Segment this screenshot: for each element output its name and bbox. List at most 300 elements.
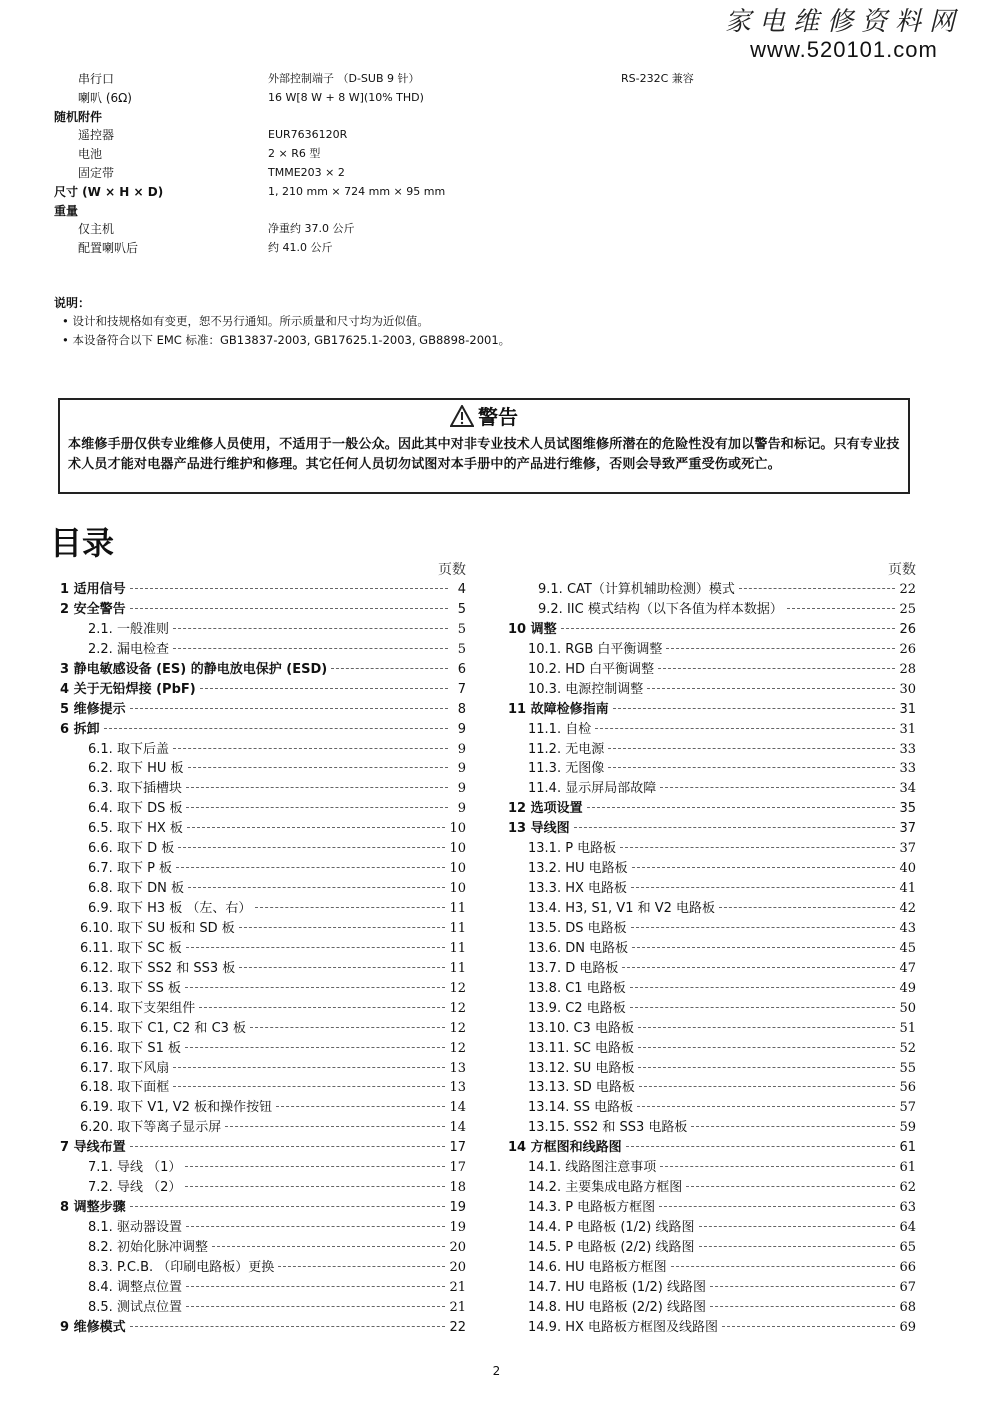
spec-label: 电池 bbox=[78, 147, 103, 162]
spec-value: 约 41.0 公斤 bbox=[268, 241, 333, 255]
toc-entry-title[interactable]: 6.9. 取下 H3 板 （左、右） bbox=[88, 901, 252, 916]
spec-table bbox=[54, 70, 754, 258]
toc-entry-title[interactable]: 13.7. D 电路板 bbox=[528, 960, 619, 976]
toc-entry-page[interactable]: 52 bbox=[899, 1040, 916, 1056]
toc-entry-title[interactable]: 6.19. 取下 V1, V2 板和操作按钮 bbox=[80, 1100, 273, 1116]
toc-entry-page[interactable]: 19 bbox=[449, 1220, 466, 1235]
dot-leader bbox=[200, 688, 448, 689]
toc-entry[interactable] bbox=[508, 939, 916, 959]
dot-leader bbox=[638, 1047, 896, 1048]
spec-label: 配置喇叭后 bbox=[78, 241, 139, 256]
toc-entry-page[interactable]: 13 bbox=[449, 1060, 466, 1076]
toc-entry[interactable] bbox=[60, 1039, 466, 1059]
watermark-title: 家电维修资料网 bbox=[724, 7, 963, 37]
toc-entry-page[interactable]: 20 bbox=[449, 1239, 466, 1255]
toc-entry-page[interactable]: 63 bbox=[899, 1200, 916, 1216]
toc-entry[interactable] bbox=[60, 700, 466, 720]
toc-entry-page[interactable]: 61 bbox=[899, 1140, 916, 1156]
toc-entry[interactable] bbox=[508, 1258, 916, 1278]
toc-entry[interactable] bbox=[508, 1218, 916, 1238]
dot-leader bbox=[186, 787, 448, 788]
toc-entry[interactable] bbox=[508, 1278, 916, 1298]
dot-leader bbox=[739, 588, 896, 589]
toc-entry[interactable] bbox=[508, 799, 916, 819]
toc-entry[interactable] bbox=[508, 1158, 916, 1178]
toc-entry-title[interactable]: 11.1. 自检 bbox=[528, 721, 592, 737]
toc-entry-page[interactable]: 49 bbox=[899, 980, 916, 996]
toc-entry[interactable] bbox=[60, 1238, 466, 1258]
toc-entry-title[interactable]: 13.2. HU 电路板 bbox=[528, 861, 628, 877]
toc-entry-title[interactable]: 10.1. RGB 白平衡调整 bbox=[528, 641, 663, 657]
toc-entry-page[interactable]: 50 bbox=[899, 1000, 916, 1016]
toc-entry-title[interactable]: 7 导线布置 bbox=[60, 1140, 126, 1156]
toc-entry-title[interactable]: 7.1. 导线 （1） bbox=[88, 1160, 182, 1176]
toc-entry[interactable] bbox=[508, 999, 916, 1019]
toc-entry-title[interactable]: 6.16. 取下 S1 板 bbox=[80, 1040, 181, 1056]
spec-note: RS-232C 兼容 bbox=[621, 72, 694, 85]
toc-entry-page[interactable]: 21 bbox=[449, 1299, 466, 1315]
dot-leader bbox=[620, 847, 895, 848]
toc-entry[interactable] bbox=[508, 1318, 916, 1338]
toc-entry-page[interactable]: 9 bbox=[457, 781, 466, 797]
toc-entry-title[interactable]: 13.10. C3 电路板 bbox=[528, 1020, 634, 1036]
toc-entry-title[interactable]: 14.5. P 电路板 (2/2) 线路图 bbox=[528, 1239, 695, 1255]
toc-entry[interactable] bbox=[60, 979, 466, 999]
toc-entry-page[interactable]: 9 bbox=[457, 801, 466, 817]
toc-entry-title[interactable]: 14.7. HU 电路板 (1/2) 线路图 bbox=[528, 1279, 706, 1295]
toc-entry-title[interactable]: 8.5. 测试点位置 bbox=[88, 1299, 182, 1315]
toc-entry[interactable] bbox=[60, 1318, 466, 1338]
spec-value: 2 × R6 型 bbox=[268, 147, 321, 161]
spec-label: 串行口 bbox=[78, 72, 115, 86]
toc-entry-page[interactable]: 10 bbox=[449, 821, 466, 837]
toc-entry-page[interactable]: 14 bbox=[449, 1120, 466, 1136]
toc-entry-page[interactable]: 6 bbox=[457, 661, 466, 677]
toc-entry-page[interactable]: 9 bbox=[457, 761, 466, 777]
toc-entry-title[interactable]: 6.12. 取下 SS2 和 SS3 板 bbox=[80, 960, 236, 976]
toc-entry[interactable] bbox=[60, 660, 466, 680]
toc-entry-title[interactable]: 13.6. DN 电路板 bbox=[528, 940, 629, 956]
dot-leader bbox=[630, 1007, 896, 1008]
spec-value: 净重约 37.0 公斤 bbox=[268, 222, 355, 236]
spec-value: 16 W[8 W + 8 W](10% THD) bbox=[268, 90, 424, 104]
dot-leader bbox=[608, 767, 895, 768]
toc-entry-page[interactable]: 11 bbox=[449, 940, 466, 956]
toc-entry-title[interactable]: 13.4. H3, S1, V1 和 V2 电路板 bbox=[528, 901, 716, 916]
toc-entry-page[interactable]: 66 bbox=[899, 1259, 916, 1275]
toc-entry-title[interactable]: 6 拆卸 bbox=[60, 721, 100, 737]
dot-leader bbox=[608, 748, 895, 749]
toc-entry-page[interactable]: 42 bbox=[899, 901, 916, 916]
toc-entry[interactable] bbox=[60, 1218, 466, 1238]
toc-entry-page[interactable]: 31 bbox=[899, 701, 916, 717]
toc-entry-title[interactable]: 7.2. 导线 （2） bbox=[88, 1180, 182, 1196]
toc-entry-title[interactable]: 6.10. 取下 SU 板和 SD 板 bbox=[80, 920, 235, 936]
toc-entry-title[interactable]: 6.6. 取下 D 板 bbox=[88, 841, 175, 857]
spec-row bbox=[54, 145, 754, 164]
toc-entry-title[interactable]: 9.2. IIC 模式结构（以下各值为样本数据） bbox=[538, 601, 783, 617]
toc-entry-title[interactable]: 9.1. CAT（计算机辅助检测）模式 bbox=[538, 582, 735, 597]
dot-leader bbox=[178, 847, 445, 848]
toc-entry-title[interactable]: 2 安全警告 bbox=[60, 601, 126, 617]
dot-leader bbox=[622, 967, 895, 968]
toc-entry[interactable] bbox=[508, 759, 916, 779]
dot-leader bbox=[637, 1106, 895, 1107]
toc-entry-title[interactable]: 14.9. HX 电路板方框图及线路图 bbox=[528, 1319, 719, 1335]
toc-entry[interactable] bbox=[508, 600, 916, 620]
dot-leader bbox=[660, 787, 895, 788]
toc-entry-title[interactable]: 13.11. SC 电路板 bbox=[528, 1040, 634, 1056]
toc-entry-title[interactable]: 6.7. 取下 P 板 bbox=[88, 861, 173, 877]
toc-entry-title[interactable]: 13.8. C1 电路板 bbox=[528, 980, 626, 996]
toc-entry-page[interactable]: 17 bbox=[449, 1140, 466, 1156]
toc-entry[interactable] bbox=[508, 720, 916, 740]
toc-entry[interactable] bbox=[508, 899, 916, 919]
toc-entry-page[interactable]: 59 bbox=[899, 1120, 916, 1136]
toc-entry[interactable] bbox=[508, 819, 916, 839]
toc-entry-page[interactable]: 8 bbox=[457, 701, 466, 717]
toc-entry-page[interactable]: 67 bbox=[899, 1279, 916, 1295]
toc-entry-page[interactable]: 10 bbox=[449, 861, 466, 877]
toc-entry[interactable] bbox=[508, 660, 916, 680]
toc-entry-page[interactable]: 19 bbox=[449, 1200, 466, 1216]
toc-entry-title[interactable]: 6.3. 取下插槽块 bbox=[88, 781, 182, 797]
toc-entry-page[interactable]: 5 bbox=[457, 641, 466, 657]
toc-entry-page[interactable]: 5 bbox=[457, 621, 466, 637]
toc-entry[interactable] bbox=[508, 1138, 916, 1158]
toc-entry-page[interactable]: 26 bbox=[899, 621, 916, 637]
toc-entry-page[interactable]: 26 bbox=[899, 641, 916, 657]
toc-entry[interactable] bbox=[60, 799, 466, 819]
toc-entry[interactable] bbox=[508, 979, 916, 999]
toc-entry-title[interactable]: 10 调整 bbox=[508, 621, 557, 637]
toc-entry-page[interactable]: 25 bbox=[899, 601, 916, 617]
toc-entry-page[interactable]: 56 bbox=[899, 1080, 916, 1096]
dot-leader bbox=[187, 827, 446, 828]
toc-entry-page[interactable]: 41 bbox=[899, 881, 916, 897]
toc-entry-title[interactable]: 13.9. C2 电路板 bbox=[528, 1000, 626, 1016]
toc-entry-page[interactable]: 47 bbox=[899, 960, 916, 976]
toc-entry-page[interactable]: 11 bbox=[449, 920, 466, 936]
toc-entry[interactable] bbox=[60, 939, 466, 959]
spec-value: 1, 210 mm × 724 mm × 95 mm bbox=[268, 184, 446, 198]
toc-entry-page[interactable]: 10 bbox=[449, 841, 466, 857]
toc-entry-title[interactable]: 13.14. SS 电路板 bbox=[528, 1100, 634, 1116]
toc-entry[interactable] bbox=[508, 620, 916, 640]
toc-entry-title[interactable]: 6.13. 取下 SS 板 bbox=[80, 980, 181, 996]
toc-entry-page[interactable]: 65 bbox=[899, 1239, 916, 1255]
toc-entry-title[interactable]: 12 选项设置 bbox=[508, 801, 583, 817]
toc-entry[interactable] bbox=[60, 1298, 466, 1318]
dot-leader bbox=[130, 1326, 446, 1327]
toc-entry[interactable] bbox=[60, 859, 466, 879]
toc-entry[interactable] bbox=[60, 1198, 466, 1218]
toc-entry[interactable] bbox=[508, 1118, 916, 1138]
spec-label: 固定带 bbox=[78, 165, 115, 180]
dot-leader bbox=[666, 648, 895, 649]
toc-entry-title[interactable]: 8.2. 初始化脉冲调整 bbox=[88, 1239, 208, 1255]
dot-leader bbox=[130, 1146, 446, 1147]
toc-entry[interactable] bbox=[60, 620, 466, 640]
dot-leader bbox=[239, 967, 445, 968]
toc-entry-title[interactable]: 3 静电敏感设备 (ES) 的静电放电保护 (ESD) bbox=[60, 661, 328, 677]
toc-entry[interactable] bbox=[60, 879, 466, 899]
toc-entry[interactable] bbox=[60, 740, 466, 760]
toc-entry-title[interactable]: 14 方框图和线路图 bbox=[508, 1140, 622, 1156]
toc-entry-title[interactable]: 13.5. DS 电路板 bbox=[528, 920, 627, 936]
toc-entry[interactable] bbox=[60, 1118, 466, 1138]
toc-entry-page[interactable]: 9 bbox=[457, 721, 466, 737]
toc-entry-title[interactable]: 13 导线图 bbox=[508, 821, 570, 837]
dot-leader bbox=[630, 987, 896, 988]
toc-entry-title[interactable]: 8.1. 驱动器设置 bbox=[88, 1220, 182, 1235]
toc-entry-page[interactable]: 12 bbox=[449, 1000, 466, 1016]
spec-value: 外部控制端子 （D-SUB 9 针） bbox=[268, 72, 420, 85]
toc-list-right bbox=[508, 580, 916, 1338]
spec-row bbox=[54, 126, 754, 145]
toc-entry[interactable] bbox=[508, 680, 916, 700]
toc-entry-page[interactable]: 13 bbox=[449, 1080, 466, 1096]
dot-leader bbox=[186, 1286, 446, 1287]
toc-entry-title[interactable]: 14.1. 线路图注意事项 bbox=[528, 1160, 657, 1176]
toc-entry-page[interactable]: 18 bbox=[449, 1180, 466, 1196]
toc-entry-page[interactable]: 37 bbox=[899, 841, 916, 857]
toc-entry[interactable] bbox=[508, 779, 916, 799]
toc-entry[interactable] bbox=[60, 959, 466, 979]
dot-leader bbox=[186, 1306, 446, 1307]
notes-section bbox=[54, 294, 510, 350]
toc-entry-title[interactable]: 6.1. 取下后盖 bbox=[88, 741, 169, 757]
toc-entry-page[interactable]: 57 bbox=[899, 1100, 916, 1116]
toc-column-left bbox=[60, 560, 466, 1338]
toc-entry-page[interactable]: 68 bbox=[899, 1299, 916, 1315]
dot-leader bbox=[587, 807, 896, 808]
toc-entry-title[interactable]: 2.1. 一般准则 bbox=[88, 621, 169, 637]
toc-entry-page[interactable]: 34 bbox=[899, 781, 916, 797]
toc-entry[interactable] bbox=[60, 1138, 466, 1158]
toc-entry-page[interactable]: 45 bbox=[899, 940, 916, 956]
spec-label: 仅主机 bbox=[78, 222, 115, 237]
toc-entry[interactable] bbox=[508, 1019, 916, 1039]
toc-entry[interactable] bbox=[508, 859, 916, 879]
toc-entry[interactable] bbox=[60, 640, 466, 660]
toc-entry-title[interactable]: 10.3. 电源控制调整 bbox=[528, 681, 644, 697]
dot-leader bbox=[691, 1126, 895, 1127]
toc-entry-title[interactable]: 4 关于无铅焊接 (PbF) bbox=[60, 681, 196, 697]
dot-leader bbox=[631, 927, 896, 928]
toc-entry-page[interactable]: 33 bbox=[899, 741, 916, 757]
toc-entry-page[interactable]: 22 bbox=[899, 582, 916, 597]
dot-leader bbox=[658, 668, 895, 669]
toc-entry-title[interactable]: 11.3. 无图像 bbox=[528, 761, 605, 777]
toc-entry-page[interactable]: 17 bbox=[449, 1160, 466, 1176]
toc-entry-page[interactable]: 9 bbox=[457, 741, 466, 757]
toc-entry-page[interactable]: 69 bbox=[899, 1319, 916, 1335]
toc-entry-title[interactable]: 10.2. HD 白平衡调整 bbox=[528, 661, 655, 677]
toc-entry-title[interactable]: 9 维修模式 bbox=[60, 1319, 126, 1335]
toc-entry[interactable] bbox=[60, 899, 466, 919]
toc-entry-title[interactable]: 11 故障检修指南 bbox=[508, 701, 609, 717]
pages-label: 页数 bbox=[888, 562, 916, 578]
toc-entry-title[interactable]: 6.18. 取下面框 bbox=[80, 1080, 170, 1096]
toc-entry-page[interactable]: 28 bbox=[899, 661, 916, 677]
toc-entry[interactable] bbox=[508, 959, 916, 979]
toc-entry-title[interactable]: 14.8. HU 电路板 (2/2) 线路图 bbox=[528, 1299, 706, 1315]
toc-entry-page[interactable]: 61 bbox=[899, 1160, 916, 1176]
spec-value: TMME203 × 2 bbox=[268, 165, 345, 179]
dot-leader bbox=[255, 907, 445, 908]
toc-entry[interactable] bbox=[60, 1078, 466, 1098]
toc-entry-title[interactable]: 6.5. 取下 HX 板 bbox=[88, 821, 183, 837]
toc-column-right bbox=[508, 560, 916, 1338]
toc-entry[interactable] bbox=[60, 1098, 466, 1118]
toc-entry-page[interactable]: 51 bbox=[899, 1020, 916, 1036]
toc-entry-page[interactable]: 14 bbox=[449, 1100, 466, 1116]
toc-entry[interactable] bbox=[508, 740, 916, 760]
toc-entry-title[interactable]: 5 维修提示 bbox=[60, 701, 126, 717]
toc-entry-page[interactable]: 11 bbox=[449, 960, 466, 976]
toc-entry[interactable] bbox=[60, 680, 466, 700]
toc-entry[interactable] bbox=[508, 1298, 916, 1318]
dot-leader bbox=[185, 1166, 445, 1167]
toc-entry[interactable] bbox=[60, 1059, 466, 1079]
dot-leader bbox=[331, 668, 448, 669]
toc-entry[interactable] bbox=[508, 700, 916, 720]
toc-entry-title[interactable]: 6.4. 取下 DS 板 bbox=[88, 801, 183, 817]
notes-title: 说明： bbox=[54, 296, 91, 310]
toc-entry-title[interactable]: 11.2. 无电源 bbox=[528, 741, 605, 757]
toc-entry[interactable] bbox=[60, 1019, 466, 1039]
toc-entry-title[interactable]: 13.13. SD 电路板 bbox=[528, 1080, 635, 1096]
toc-entry-title[interactable]: 6.2. 取下 HU 板 bbox=[88, 761, 184, 777]
toc-entry-title[interactable]: 6.20. 取下等离子显示屏 bbox=[80, 1120, 222, 1136]
spec-value: EUR7636120R bbox=[268, 128, 348, 142]
toc-entry-title[interactable]: 8.3. P.C.B. （印刷电路板）更换 bbox=[88, 1259, 275, 1275]
toc-entry-page[interactable]: 31 bbox=[899, 721, 916, 737]
toc-entry-title[interactable]: 14.6. HU 电路板方框图 bbox=[528, 1259, 667, 1275]
toc-entry-title[interactable]: 13.3. HX 电路板 bbox=[528, 881, 628, 897]
toc-entry-title[interactable]: 13.1. P 电路板 bbox=[528, 841, 617, 857]
toc-entry-page[interactable]: 11 bbox=[449, 901, 466, 916]
warning-triangle-icon bbox=[450, 405, 474, 435]
spec-row bbox=[54, 183, 754, 202]
toc-entry[interactable] bbox=[60, 1178, 466, 1198]
toc-entry-title[interactable]: 14.3. P 电路板方框图 bbox=[528, 1200, 656, 1216]
toc-entry[interactable] bbox=[508, 1078, 916, 1098]
toc-entry[interactable] bbox=[508, 1059, 916, 1079]
toc-entry[interactable] bbox=[60, 759, 466, 779]
toc-entry-title[interactable]: 14.2. 主要集成电路方框图 bbox=[528, 1180, 683, 1196]
dot-leader bbox=[186, 1226, 446, 1227]
toc-entry[interactable] bbox=[508, 1178, 916, 1198]
toc-entry-page[interactable]: 12 bbox=[449, 980, 466, 996]
page-number: 2 bbox=[492, 1364, 501, 1378]
toc-entry-page[interactable]: 35 bbox=[899, 801, 916, 817]
toc-entry-page[interactable]: 62 bbox=[899, 1180, 916, 1196]
toc-entry-page[interactable]: 4 bbox=[457, 582, 466, 597]
toc-entry[interactable] bbox=[508, 1238, 916, 1258]
dot-leader bbox=[722, 1326, 895, 1327]
dot-leader bbox=[595, 728, 895, 729]
spec-row bbox=[54, 202, 754, 221]
toc-entry[interactable] bbox=[60, 779, 466, 799]
toc-entry-page[interactable]: 22 bbox=[449, 1319, 466, 1335]
dot-leader bbox=[130, 588, 448, 589]
toc-entry[interactable] bbox=[508, 839, 916, 859]
watermark-url: www.520101.com bbox=[750, 37, 938, 62]
toc-entry[interactable] bbox=[60, 580, 466, 600]
spec-row bbox=[54, 164, 754, 183]
toc-entry[interactable] bbox=[60, 1158, 466, 1178]
toc-entry[interactable] bbox=[508, 1198, 916, 1218]
dot-leader bbox=[173, 1086, 445, 1087]
toc-entry-title[interactable]: 13.12. SU 电路板 bbox=[528, 1060, 635, 1076]
toc-entry-page[interactable]: 12 bbox=[449, 1020, 466, 1036]
toc-entry[interactable] bbox=[508, 580, 916, 600]
toc-entry[interactable] bbox=[60, 819, 466, 839]
toc-entry-page[interactable]: 30 bbox=[899, 681, 916, 697]
toc-entry-page[interactable]: 33 bbox=[899, 761, 916, 777]
dot-leader bbox=[639, 1086, 896, 1087]
dot-leader bbox=[250, 1027, 445, 1028]
toc-entry[interactable] bbox=[60, 999, 466, 1019]
toc-entry[interactable] bbox=[508, 919, 916, 939]
dot-leader bbox=[710, 1286, 895, 1287]
toc-entry-page[interactable]: 43 bbox=[899, 920, 916, 936]
toc-entry-title[interactable]: 6.8. 取下 DN 板 bbox=[88, 881, 184, 897]
watermark bbox=[719, 6, 969, 62]
dot-leader bbox=[199, 1007, 445, 1008]
toc-entry-page[interactable]: 64 bbox=[899, 1220, 916, 1235]
toc-entry-title[interactable]: 1 适用信号 bbox=[60, 582, 126, 597]
toc-entry-page[interactable]: 21 bbox=[449, 1279, 466, 1295]
toc-entry-page[interactable]: 40 bbox=[899, 861, 916, 877]
toc-entry-page[interactable]: 37 bbox=[899, 821, 916, 837]
toc-entry-page[interactable]: 12 bbox=[449, 1040, 466, 1056]
toc-entry-title[interactable]: 2.2. 漏电检查 bbox=[88, 641, 169, 657]
dot-leader bbox=[225, 1126, 445, 1127]
toc-entry-page[interactable]: 55 bbox=[899, 1060, 916, 1076]
toc-entry-title[interactable]: 13.15. SS2 和 SS3 电路板 bbox=[528, 1120, 688, 1136]
toc-entry[interactable] bbox=[60, 1278, 466, 1298]
toc-entry-title[interactable]: 8.4. 调整点位置 bbox=[88, 1279, 182, 1295]
toc-entry-page[interactable]: 20 bbox=[449, 1259, 466, 1275]
toc-entry-title[interactable]: 11.4. 显示屏局部故障 bbox=[528, 781, 657, 797]
spec-label: 重量 bbox=[54, 203, 79, 218]
toc-entry-title[interactable]: 8 调整步骤 bbox=[60, 1200, 126, 1216]
toc-entry[interactable] bbox=[60, 600, 466, 620]
toc-entry[interactable] bbox=[60, 839, 466, 859]
toc-entry-title[interactable]: 6.17. 取下风扇 bbox=[80, 1060, 170, 1076]
toc-entry[interactable] bbox=[508, 1098, 916, 1118]
toc-entry-page[interactable]: 5 bbox=[457, 601, 466, 617]
toc-entry-title[interactable]: 6.11. 取下 SC 板 bbox=[80, 940, 182, 956]
toc-entry[interactable] bbox=[508, 640, 916, 660]
dot-leader bbox=[212, 1246, 446, 1247]
toc-entry[interactable] bbox=[60, 720, 466, 740]
dot-leader bbox=[185, 1047, 445, 1048]
toc-entry-title[interactable]: 14.4. P 电路板 (1/2) 线路图 bbox=[528, 1220, 695, 1235]
toc-entry-page[interactable]: 10 bbox=[449, 881, 466, 897]
toc-entry-title[interactable]: 6.15. 取下 C1, C2 和 C3 板 bbox=[80, 1020, 247, 1036]
toc-entry-page[interactable]: 7 bbox=[457, 681, 466, 697]
toc-entry[interactable] bbox=[508, 879, 916, 899]
toc-entry[interactable] bbox=[508, 1039, 916, 1059]
dot-leader bbox=[173, 1067, 445, 1068]
toc-entry[interactable] bbox=[60, 1258, 466, 1278]
toc-entry-title[interactable]: 6.14. 取下支架组件 bbox=[80, 1000, 196, 1016]
toc-entry[interactable] bbox=[60, 919, 466, 939]
